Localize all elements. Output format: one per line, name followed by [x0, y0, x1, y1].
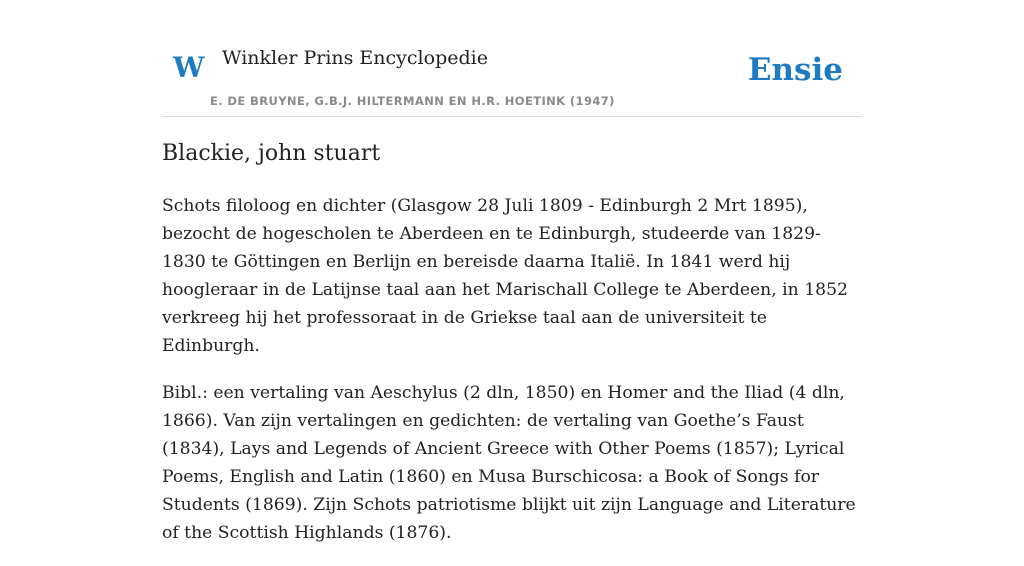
entry-body	[162, 192, 862, 566]
entry-paragraph-bibliography: Bibl.: een vertaling van Aeschylus (2 dln, 1850) en Homer and the Iliad (4 dln, 1866). Van zijn vertalingen en gedichten: de vertaling van Goethe’s Faust (1834), Lays and Legends of Ancient Greece with Other Poems (1857); Lyrical Poems, English and Latin (1860) en Musa Burschicosa: a Book of Songs for Students (1869). Zijn Schots patriotisme blijkt uit zijn Language and Literature of the Scottish Highlands (1876).	[162, 383, 856, 543]
page	[162, 0, 862, 543]
entry-paragraph: Schots filoloog en dichter (Glasgow 28 Juli 1809 - Edinburgh 2 Mrt 1895), bezocht de hogescholen te Aberdeen en te Edinburgh, studeerde van 1829-1830 te Göttingen en Berlijn en bereisde daarna Italië. In 1841 werd hij hoogleraar in de Latijnse taal aan het Marischall College te Aberdeen, in 1852 verkreeg hij het professoraat in de Griekse taal aan de universiteit te Edinburgh.	[162, 196, 848, 356]
header	[162, 0, 862, 117]
book-authors: E. DE BRUYNE, G.B.J. HILTERMANN EN H.R. HOETINK (1947)	[210, 94, 615, 108]
entry-title: Blackie, john stuart	[162, 141, 381, 166]
book-title[interactable]: Winkler Prins Encyclopedie	[222, 47, 488, 69]
winkler-prins-logo-icon[interactable]: W	[173, 51, 205, 84]
ensie-brand-link[interactable]: Ensie	[747, 52, 843, 88]
